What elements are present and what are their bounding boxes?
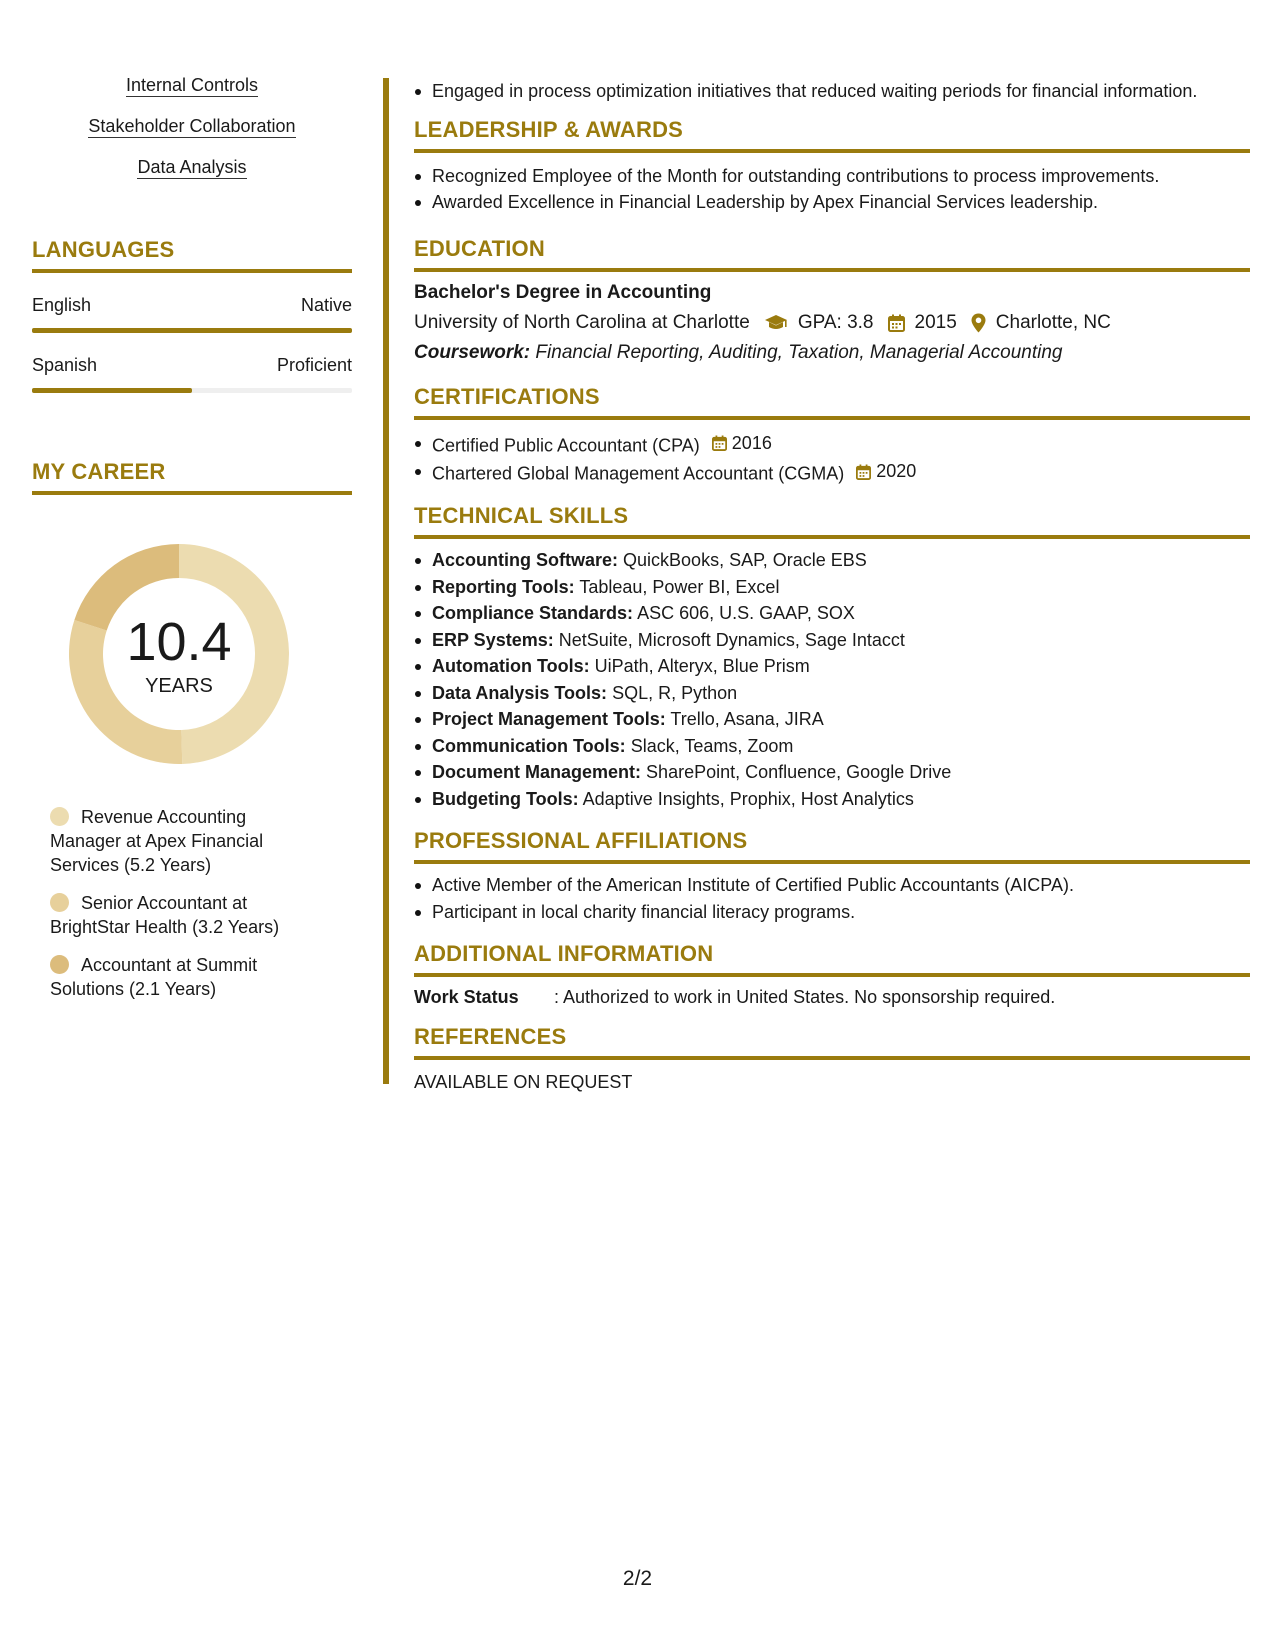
technical-skill-label: Accounting Software: [432,550,619,570]
technical-skills-heading: TECHNICAL SKILLS [414,503,1250,539]
certification-year: 2016 [731,432,772,453]
technical-skill-item [432,733,1250,760]
technical-skill-label: ERP Systems: [432,629,554,650]
language-item [32,295,352,333]
certification-year: 2020 [876,461,917,482]
legend-dot [50,955,69,974]
leadership-item: Recognized Employee of the Month for outstanding contributions to process improvements. [432,163,1250,190]
technical-skill-item [432,680,1250,707]
career-legend-item [50,953,310,1001]
legend-label: Accountant at Summit Solutions (2.1 Years) [50,955,258,999]
experience-bullet: Engaged in process optimization initiatives that reduced waiting periods for financial information. [432,78,1250,105]
location-pin-icon [971,313,986,333]
column-divider [383,78,389,1084]
legend-dot [50,807,69,826]
coursework-list: Financial Reporting, Auditing, Taxation, Managerial Accounting [535,341,1063,363]
language-level-bar [32,328,352,333]
affiliation-item: Participant in local charity financial literacy programs. [432,899,1250,926]
career-donut-center [64,539,294,769]
additional-info-heading: ADDITIONAL INFORMATION [414,941,1250,977]
calendar-icon [888,314,905,332]
right-column [414,78,1250,1093]
calendar-icon [856,464,871,480]
additional-info-section [414,941,1250,1008]
leadership-section [414,117,1250,216]
technical-skill-value: Tableau, Power BI, Excel [579,576,780,597]
language-name: Spanish [32,355,98,375]
career-total-unit: YEARS [145,674,213,697]
technical-skill-item [432,627,1250,654]
skill-tag: Stakeholder Collaboration [88,116,296,136]
language-level: Native [300,295,352,315]
certification-item [432,458,1250,487]
skill-tag: Data Analysis [137,157,247,177]
graduation-year: 2015 [914,311,957,333]
technical-skill-item [432,786,1250,813]
leadership-list [414,163,1250,216]
legend-label: Revenue Accounting Manager at Apex Financial Services (5.2 Years) [50,807,264,875]
certification-item [432,430,1250,459]
language-level-fill [32,328,352,333]
technical-skill-value: ASC 606, U.S. GAAP, SOX [637,603,855,623]
degree-title: Bachelor's Degree in Accounting [414,281,712,303]
coursework-label: Coursework: [414,341,531,363]
technical-skill-value: Adaptive Insights, Prophix, Host Analytics [582,788,914,809]
affiliations-list [414,872,1250,925]
work-status-label: Work Status [414,987,519,1007]
career-donut-chart [64,539,294,769]
school-location: Charlotte, NC [995,311,1111,333]
languages-section [32,237,352,393]
technical-skills-list [414,547,1250,812]
technical-skill-label: Communication Tools: [432,735,626,756]
technical-skill-label: Budgeting Tools: [432,788,579,809]
school-name: University of North Carolina at Charlotte [414,311,750,333]
technical-skill-item [432,574,1250,601]
languages-heading: LANGUAGES [32,237,352,273]
technical-skills-section [414,503,1250,812]
references-text: AVAILABLE ON REQUEST [414,1072,633,1092]
career-legend-item [50,805,310,877]
legend-label: Senior Accountant at BrightStar Health (3.2 Years) [50,893,280,937]
affiliation-item: Active Member of the American Institute of Certified Public Accountants (AICPA). [432,872,1250,899]
technical-skill-value: SQL, R, Python [612,682,738,703]
technical-skill-item [432,547,1250,574]
page-number: 2/2 [622,1567,653,1590]
technical-skill-value: NetSuite, Microsoft Dynamics, Sage Intacct [558,629,905,650]
certifications-list [414,430,1250,488]
technical-skill-item [432,759,1250,786]
technical-skill-label: Compliance Standards: [432,603,634,623]
education-details [414,312,1250,334]
technical-skill-label: Project Management Tools: [432,709,666,729]
technical-skill-value: Trello, Asana, JIRA [670,709,824,729]
technical-skill-item [432,706,1250,733]
references-section [414,1024,1250,1093]
calendar-icon [712,435,727,451]
technical-skill-label: Data Analysis Tools: [432,682,608,703]
work-status-value: : Authorized to work in United States. No sponsorship required. [554,987,1056,1007]
certification-name: Certified Public Accountant (CPA) [432,434,700,455]
skill-list [32,76,352,199]
technical-skill-label: Reporting Tools: [432,576,575,597]
career-legend-item [50,891,310,939]
certifications-section [414,384,1250,488]
language-level-bar [32,388,352,393]
affiliations-heading: PROFESSIONAL AFFILIATIONS [414,828,1250,864]
career-heading: MY CAREER [32,459,352,495]
leadership-heading: LEADERSHIP & AWARDS [414,117,1250,153]
affiliations-section [414,828,1250,925]
skill-tag: Internal Controls [125,75,259,95]
technical-skill-value: SharePoint, Confluence, Google Drive [646,762,952,782]
technical-skill-label: Automation Tools: [432,656,590,676]
certification-name: Chartered Global Management Accountant (CGMA) [432,463,845,484]
technical-skill-value: UiPath, Alteryx, Blue Prism [594,656,810,676]
coursework [414,342,1250,364]
work-status-row [414,987,1250,1008]
language-level: Proficient [276,355,352,375]
experience-bullets [414,78,1250,105]
graduation-cap-icon [764,314,788,332]
references-heading: REFERENCES [414,1024,1250,1060]
legend-dot [50,893,69,912]
gpa: GPA: 3.8 [797,311,874,333]
technical-skill-item [432,600,1250,627]
career-section [32,459,352,1001]
language-name: English [32,295,92,315]
education-section [414,236,1250,364]
certifications-heading: CERTIFICATIONS [414,384,1250,420]
education-heading: EDUCATION [414,236,1250,272]
language-item [32,355,352,393]
left-column [32,76,352,1015]
technical-skill-value: Slack, Teams, Zoom [630,735,794,756]
technical-skill-item [432,653,1250,680]
leadership-item: Awarded Excellence in Financial Leadership by Apex Financial Services leadership. [432,189,1250,216]
career-legend [50,805,310,1001]
technical-skill-value: QuickBooks, SAP, Oracle EBS [623,550,867,570]
career-total-years: 10.4 [126,611,232,672]
technical-skill-label: Document Management: [432,762,642,782]
language-level-fill [32,388,192,393]
